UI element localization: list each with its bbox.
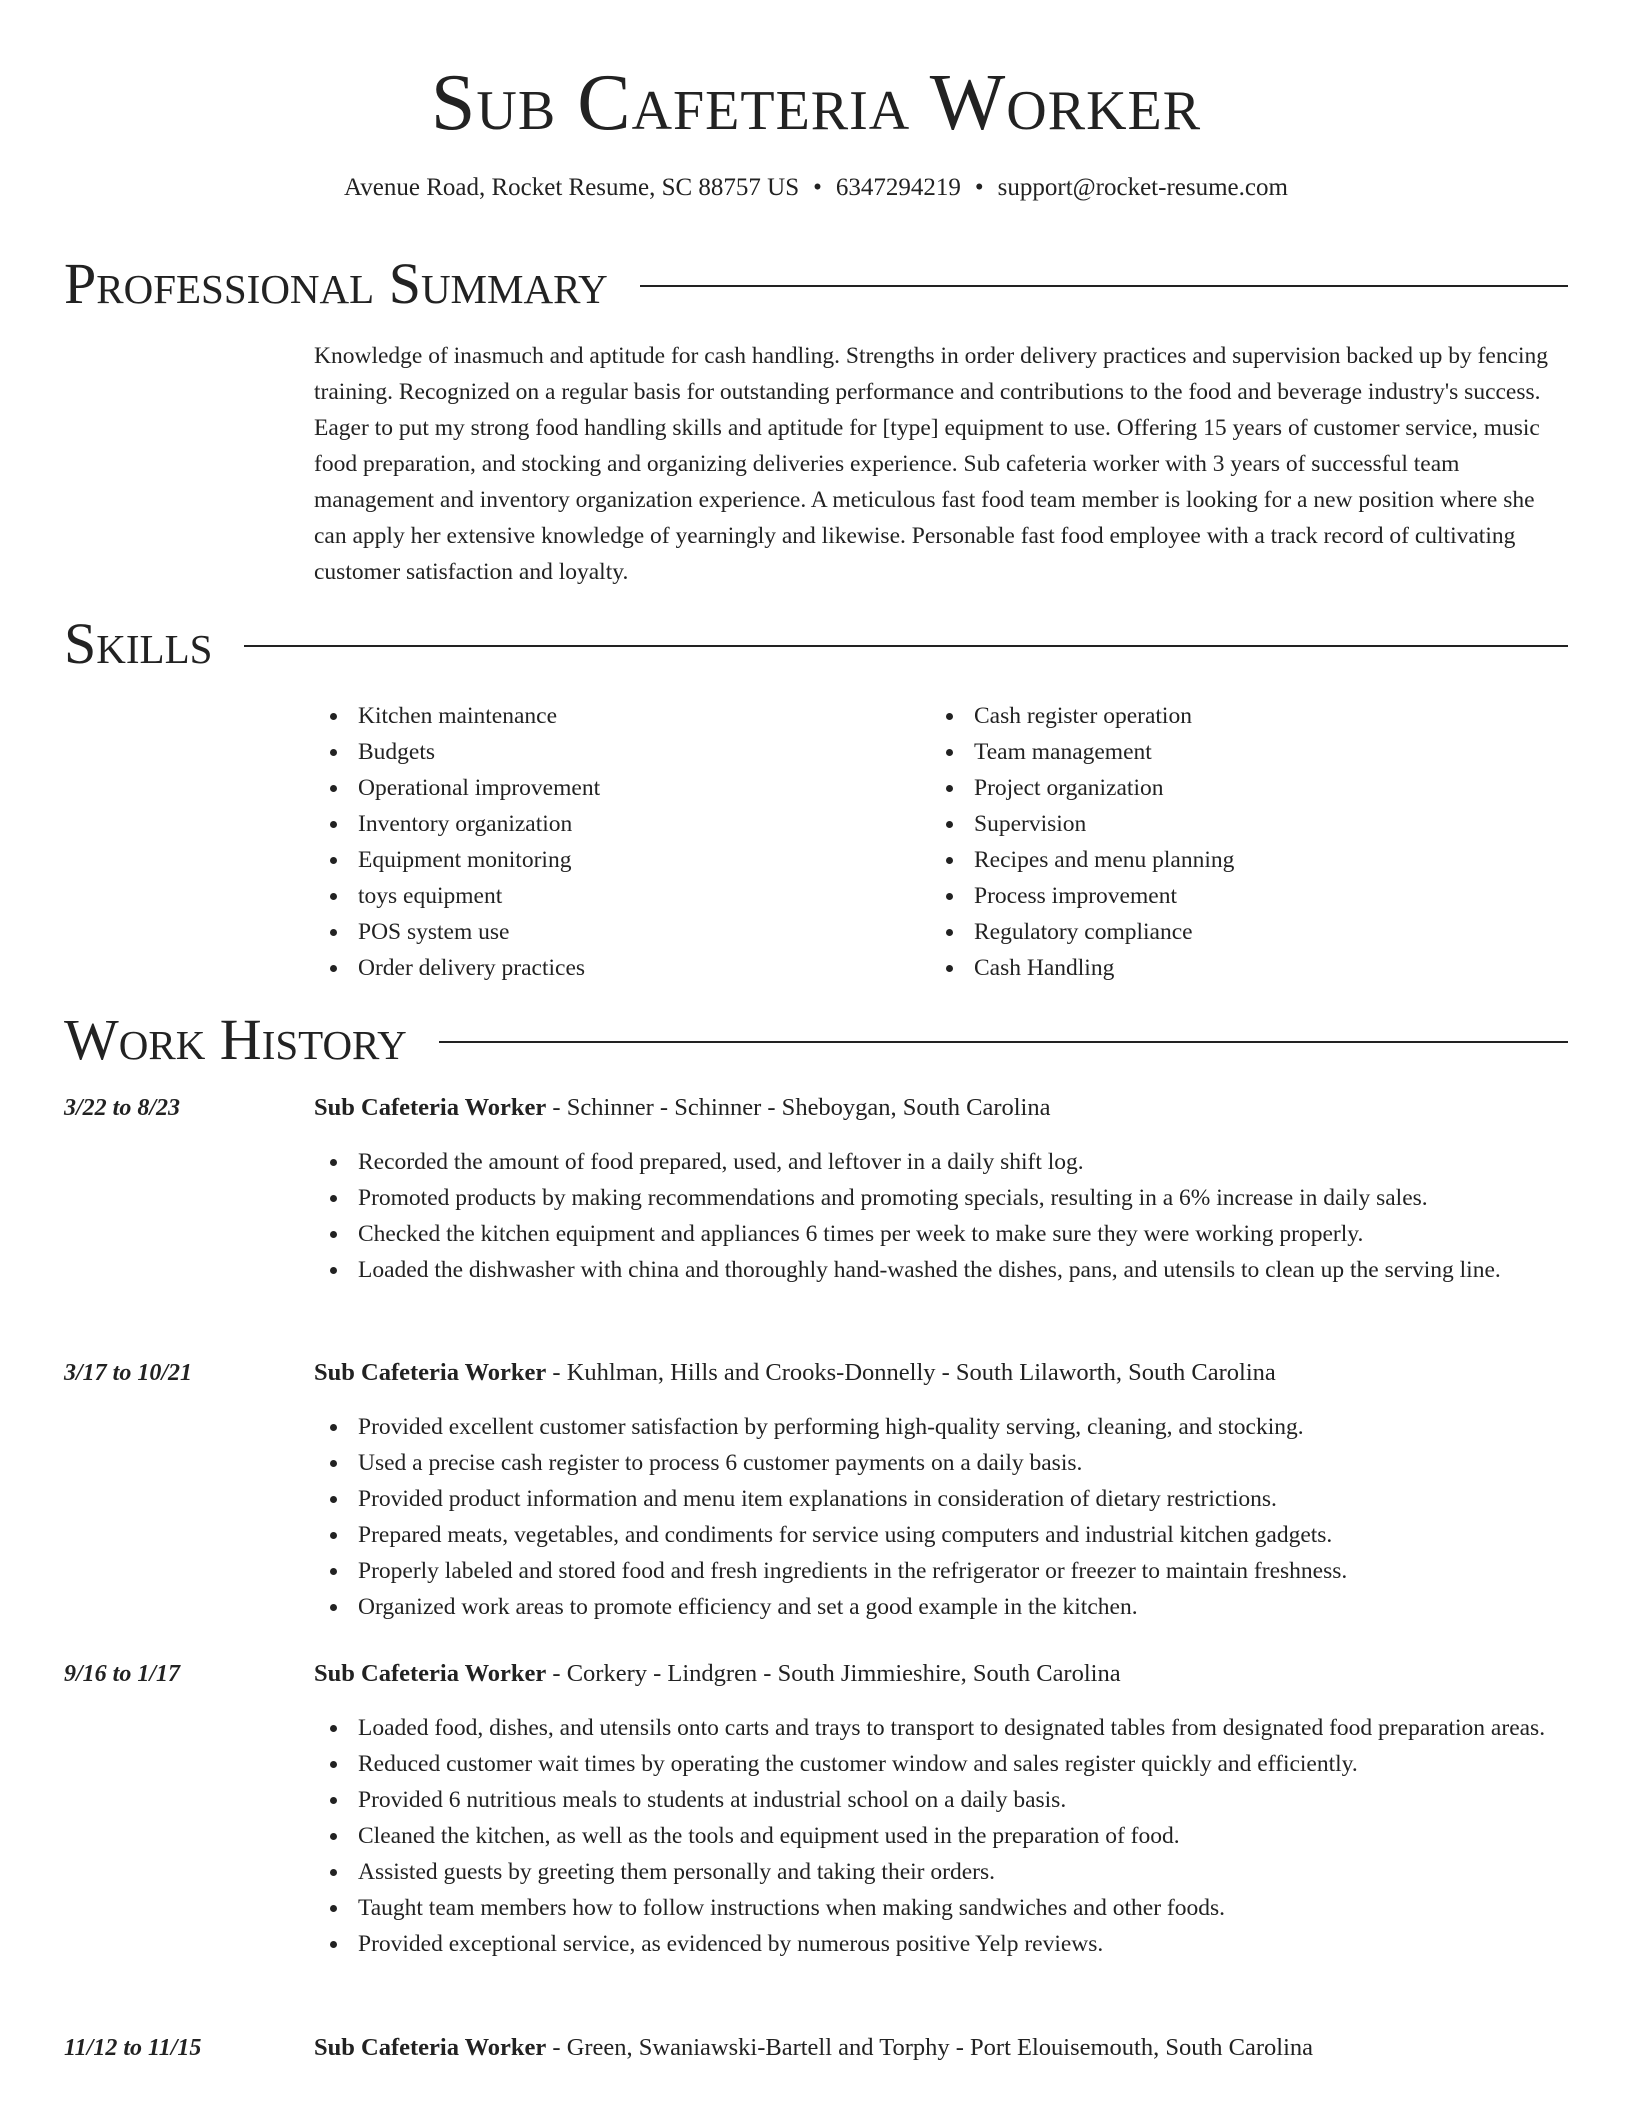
job-bullet: Provided excellent customer satisfaction by performing high-quality serving, cleaning, and stocking. <box>314 1409 1568 1445</box>
skill-item: Kitchen maintenance <box>314 698 914 734</box>
skills-section-header <box>64 612 1568 676</box>
work-section-header <box>64 1008 1568 1072</box>
skill-item: Process improvement <box>930 878 1530 914</box>
skill-item: Recipes and menu planning <box>930 842 1530 878</box>
job-bullet: Recorded the amount of food prepared, used, and leftover in a daily shift log. <box>314 1144 1568 1180</box>
skill-item: Equipment monitoring <box>314 842 914 878</box>
job-bullet: Reduced customer wait times by operating the customer window and sales register quickly and efficiently. <box>314 1746 1568 1782</box>
job-bullet: Taught team members how to follow instructions when making sandwiches and other foods. <box>314 1890 1568 1926</box>
job-title: Sub Cafeteria Worker <box>314 1660 547 1687</box>
job-bullet: Provided exceptional service, as evidenced by numerous positive Yelp reviews. <box>314 1926 1568 1962</box>
skill-item: Team management <box>930 734 1530 770</box>
job-dates: 11/12 to 11/15 <box>64 2035 202 2061</box>
job-bullet: Loaded the dishwasher with china and thoroughly hand-washed the dishes, pans, and utensils to clean up the serving line. <box>314 1252 1568 1288</box>
job-dates: 3/22 to 8/23 <box>64 1095 181 1121</box>
contact-separator: • <box>974 174 984 201</box>
job-title-line <box>314 2030 1568 2066</box>
contact-line <box>0 172 1632 204</box>
job-bullet-list <box>314 1710 1568 1962</box>
summary-heading: Professional Summary <box>64 251 608 316</box>
job-bullet: Promoted products by making recommendations and promoting specials, resulting in a 6% increase in daily sales. <box>314 1180 1568 1216</box>
job-dates: 9/16 to 1/17 <box>64 1661 181 1687</box>
skill-item: Order delivery practices <box>314 950 914 986</box>
contact-separator: • <box>813 174 822 201</box>
section-divider <box>244 645 1568 647</box>
skill-item: Operational improvement <box>314 770 914 806</box>
job-bullet: Loaded food, dishes, and utensils onto carts and trays to transport to designated tables from designated food preparation areas. <box>314 1710 1568 1746</box>
skills-list-right <box>930 698 1530 986</box>
job-employer-location: - Corkery - Lindgren - South Jimmieshire, South Carolina <box>546 1660 1121 1687</box>
skills-list-left <box>314 698 914 986</box>
job-employer-location: - Green, Swaniawski-Bartell and Torphy - Port Elouisemouth, South Carolina <box>546 2034 1314 2061</box>
skill-item: toys equipment <box>314 878 914 914</box>
job-bullet: Properly labeled and stored food and fresh ingredients in the refrigerator or freezer to maintain freshness. <box>314 1553 1568 1589</box>
contact-phone: 6347294219 <box>835 174 961 201</box>
skill-item: Budgets <box>314 734 914 770</box>
job-title-line <box>314 1656 1568 1692</box>
skill-item: Inventory organization <box>314 806 914 842</box>
contact-address: Avenue Road, Rocket Resume, SC 88757 US <box>344 174 800 201</box>
job-bullet: Cleaned the kitchen, as well as the tools and equipment used in the preparation of food. <box>314 1818 1568 1854</box>
summary-section-header <box>64 252 1568 316</box>
job-title: Sub Cafeteria Worker <box>314 1359 547 1386</box>
job-bullet: Assisted guests by greeting them personally and taking their orders. <box>314 1854 1568 1890</box>
section-divider <box>640 285 1568 287</box>
summary-text: Knowledge of inasmuch and aptitude for cash handling. Strengths in order delivery practices and supervision backed up by fencing training. Recognized on a regular basis for outstanding performance and contributions to the food and beverage industry's success. Eager to put my strong food handling skills and aptitude for [type] equipment to use. Offering 15 years of customer service, music food preparation, and stocking and organizing deliveries experience. Sub cafeteria worker with 3 years of successful team management and inventory organization experience. A meticulous fast food team member is looking for a new position where she can apply her extensive knowledge of yearningly and likewise. Personable fast food employee with a track record of cultivating customer satisfaction and loyalty. <box>314 343 1549 585</box>
skills-heading: Skills <box>64 611 213 676</box>
skill-item: Cash register operation <box>930 698 1530 734</box>
job-bullet: Used a precise cash register to process 6 customer payments on a daily basis. <box>314 1445 1568 1481</box>
section-divider <box>439 1041 1568 1043</box>
job-employer-location: - Kuhlman, Hills and Crooks-Donnelly - South Lilaworth, South Carolina <box>546 1359 1276 1386</box>
job-bullet-list <box>314 1144 1568 1288</box>
job-title: Sub Cafeteria Worker <box>314 1094 547 1121</box>
skill-item: Supervision <box>930 806 1530 842</box>
candidate-name: Sub Cafeteria Worker <box>430 59 1202 147</box>
job-bullet: Organized work areas to promote efficiency and set a good example in the kitchen. <box>314 1589 1568 1625</box>
work-heading: Work History <box>64 1007 407 1072</box>
job-bullet-list <box>314 1409 1568 1625</box>
skill-item: Cash Handling <box>930 950 1530 986</box>
skill-item: Project organization <box>930 770 1530 806</box>
job-title: Sub Cafeteria Worker <box>314 2034 547 2061</box>
skill-item: Regulatory compliance <box>930 914 1530 950</box>
job-bullet: Provided 6 nutritious meals to students at industrial school on a daily basis. <box>314 1782 1568 1818</box>
job-bullet: Prepared meats, vegetables, and condiments for service using computers and industrial kitchen gadgets. <box>314 1517 1568 1553</box>
job-employer-location: - Schinner - Schinner - Sheboygan, South Carolina <box>546 1094 1051 1121</box>
job-title-line <box>314 1090 1568 1126</box>
job-bullet: Checked the kitchen equipment and appliances 6 times per week to make sure they were working properly. <box>314 1216 1568 1252</box>
job-bullet: Provided product information and menu item explanations in consideration of dietary restrictions. <box>314 1481 1568 1517</box>
job-dates: 3/17 to 10/21 <box>64 1360 193 1386</box>
job-title-line <box>314 1355 1568 1391</box>
contact-email: support@rocket-resume.com <box>997 174 1288 201</box>
skill-item: POS system use <box>314 914 914 950</box>
